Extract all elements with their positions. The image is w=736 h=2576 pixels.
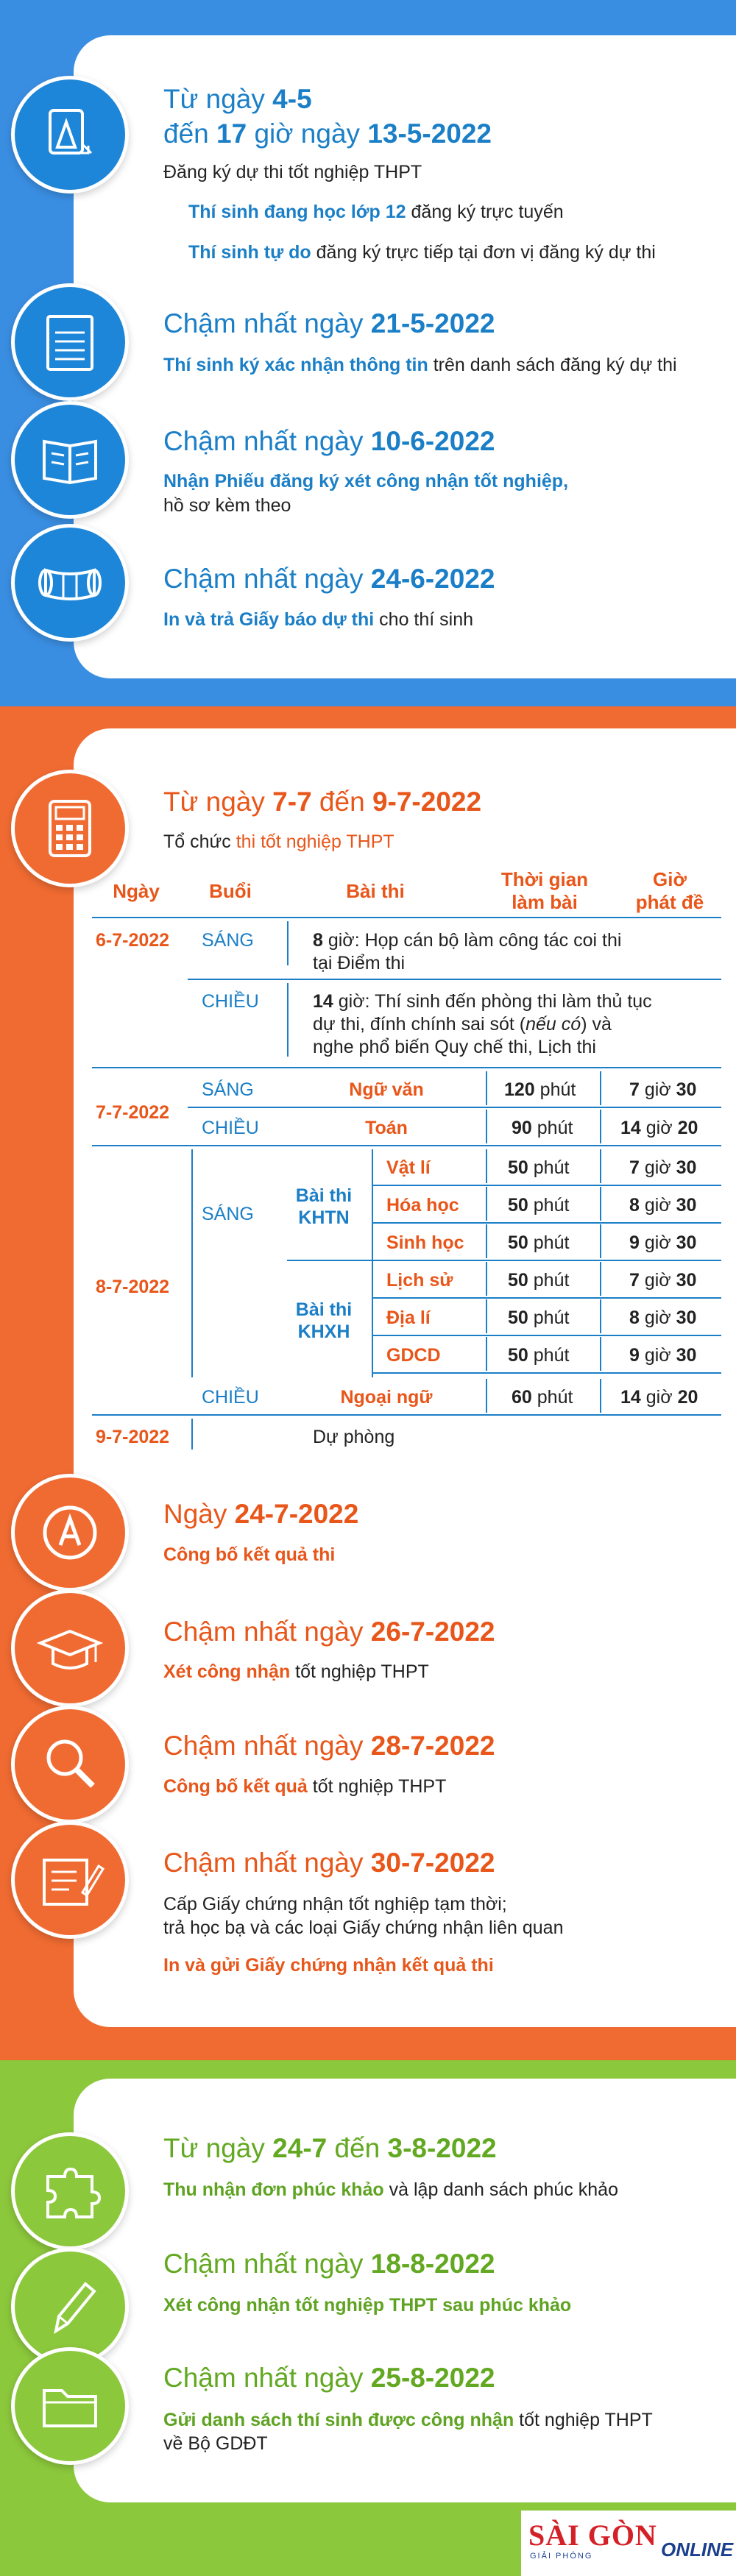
exam-subject: Lịch sử (386, 1270, 453, 1291)
exam-card (74, 728, 736, 2027)
grade-a-icon (11, 1474, 129, 1592)
recognition-heading: Chậm nhất ngày 26-7-2022 (163, 1617, 495, 1647)
subject-literature: Ngữ văn (349, 1079, 424, 1100)
table-divider (486, 1187, 487, 1221)
table-divider (600, 1262, 601, 1296)
step1-desc: Đăng ký dự thi tốt nghiệp THPT (163, 162, 422, 182)
document-pen-icon (11, 1821, 129, 1939)
step4-heading: Chậm nhất ngày 24-6-2022 (163, 564, 495, 594)
exam-duration: 50 phút (508, 1270, 570, 1291)
subject-foreign-language: Ngoại ngữ (340, 1387, 433, 1408)
certificate-heading: Chậm nhất ngày 30-7-2022 (163, 1848, 495, 1878)
recognition-desc: Xét công nhận tốt nghiệp THPT (163, 1661, 429, 1682)
task-procedure-2: dự thi, đính chính sai sót (nếu có) và (313, 1014, 612, 1035)
submit-list-desc2: về Bộ GDĐT (163, 2433, 268, 2454)
step3-desc: Nhận Phiếu đăng ký xét công nhận tốt nghiệp, (163, 471, 569, 492)
col-header-date: Ngày (113, 880, 160, 902)
table-divider (600, 1187, 601, 1221)
row-date-6-7: 6-7-2022 (96, 930, 170, 951)
review-heading: Từ ngày 24-7 đến 3-8-2022 (163, 2133, 497, 2163)
step1-heading-line2: đến 17 giờ ngày 13-5-2022 (163, 118, 492, 149)
exam-duration: 50 phút (508, 1232, 570, 1253)
session-morning: SÁNG (202, 1079, 254, 1100)
table-divider (600, 1224, 601, 1258)
submit-list-desc: Gửi danh sách thí sinh được công nhận tốt nghiệp THPT (163, 2410, 653, 2430)
review-recognition-desc: Xét công nhận tốt nghiệp THPT sau phúc khảo (163, 2295, 572, 2316)
calculator-icon (11, 770, 129, 887)
start-literature: 7 giờ 30 (629, 1079, 697, 1100)
group-khxh: Bài thi KHXH (295, 1299, 353, 1342)
exam-subtitle: Tổ chức thi tốt nghiệp THPT (163, 831, 394, 852)
exam-subject: Địa lí (386, 1307, 431, 1328)
review-desc: Thu nhận đơn phúc khảo và lập danh sách phúc khảo (163, 2179, 618, 2200)
session-afternoon: CHIỀU (202, 991, 259, 1012)
table-divider (486, 1149, 487, 1183)
exam-start-time: 8 giờ 30 (629, 1195, 697, 1216)
certificate-desc2: trả học bạ và các loại Giấy chứng nhận liên quan (163, 1917, 564, 1938)
col-header-subject: Bài thi (346, 880, 405, 902)
table-divider (372, 1372, 721, 1374)
task-procedure: 14 giờ: Thí sinh đến phòng thi làm thủ tục (313, 991, 652, 1012)
exam-duration: 50 phút (508, 1345, 570, 1366)
exam-duration: 50 phút (508, 1195, 570, 1216)
exam-subject: Sinh học (386, 1232, 464, 1253)
exam-start-time: 9 giờ 30 (629, 1232, 697, 1253)
exam-duration: 50 phút (508, 1157, 570, 1178)
announcement-desc: Công bố kết quả tốt nghiệp THPT (163, 1776, 447, 1797)
step3-desc2: hồ sơ kèm theo (163, 495, 291, 516)
exam-duration: 50 phút (508, 1307, 570, 1328)
table-divider (287, 1260, 721, 1261)
row-date-9-7: 9-7-2022 (96, 1427, 170, 1447)
exam-start-time: 8 giờ 30 (629, 1307, 697, 1328)
diploma-scroll-icon (11, 524, 129, 642)
step1-heading-line1: Từ ngày 4-5 (163, 84, 312, 114)
table-divider (600, 1337, 601, 1371)
col-header-start: Giờ phát đề (635, 868, 704, 913)
step2-heading: Chậm nhất ngày 21-5-2022 (163, 308, 495, 338)
table-divider (486, 1337, 487, 1371)
exam-subject: Vật lí (386, 1157, 431, 1178)
exam-subject: Hóa học (386, 1195, 459, 1216)
table-divider (372, 1185, 721, 1186)
col-header-duration: Thời gian làm bài (500, 868, 589, 913)
exam-heading: Từ ngày 7-7 đến 9-7-2022 (163, 787, 482, 817)
cursor-click-icon (11, 76, 129, 194)
sggp-online-logo: SÀI GÒN GIẢI PHÓNG ONLINE (521, 2511, 736, 2576)
table-divider (600, 1149, 601, 1183)
step1-desc-grade12: Thí sinh đang học lớp 12 đăng ký trực tuyến (188, 202, 564, 222)
exam-subject: GDCD (386, 1345, 441, 1366)
duration-math: 90 phút (512, 1118, 573, 1138)
graduation-cap-icon (11, 1589, 129, 1707)
announcement-heading: Chậm nhất ngày 28-7-2022 (163, 1731, 495, 1761)
step3-heading: Chậm nhất ngày 10-6-2022 (163, 426, 495, 456)
task-meeting: 8 giờ: Họp cán bộ làm công tác coi thi (313, 930, 622, 951)
table-divider (372, 1335, 721, 1336)
table-divider (372, 1297, 721, 1299)
duration-literature: 120 phút (504, 1079, 576, 1100)
session-morning: SÁNG (202, 930, 254, 951)
certificate-desc3: In và gửi Giấy chứng nhận kết quả thi (163, 1955, 494, 1976)
exam-start-time: 7 giờ 30 (629, 1157, 697, 1178)
session-afternoon: CHIỀU (202, 1118, 259, 1138)
col-header-session: Buổi (209, 880, 252, 902)
results-heading: Ngày 24-7-2022 (163, 1499, 359, 1529)
task-meeting-2: tại Điểm thi (313, 953, 406, 973)
book-icon (11, 401, 129, 519)
row-date-7-7: 7-7-2022 (96, 1102, 170, 1123)
session-morning: SÁNG (202, 1204, 254, 1224)
magnifier-icon (11, 1706, 129, 1823)
duration-foreign-language: 60 phút (512, 1387, 573, 1408)
folder-icon (11, 2347, 129, 2465)
checklist-icon (11, 283, 129, 401)
certificate-desc1: Cấp Giấy chứng nhận tốt nghiệp tạm thời; (163, 1894, 507, 1915)
results-desc: Công bố kết quả thi (163, 1544, 336, 1565)
review-recognition-heading: Chậm nhất ngày 18-8-2022 (163, 2249, 495, 2279)
table-divider (600, 1299, 601, 1333)
step4-desc: In và trả Giấy báo dự thi cho thí sinh (163, 609, 474, 630)
puzzle-icon (11, 2132, 129, 2250)
reserve-day: Dự phòng (313, 1427, 395, 1447)
group-khtn: Bài thi KHTN (295, 1185, 353, 1228)
exam-start-time: 9 giờ 30 (629, 1345, 697, 1366)
row-date-8-7: 8-7-2022 (96, 1277, 170, 1297)
submit-list-heading: Chậm nhất ngày 25-8-2022 (163, 2363, 495, 2393)
table-divider (486, 1299, 487, 1333)
step2-desc: Thí sinh ký xác nhận thông tin trên danh sách đăng ký dự thi (163, 355, 677, 375)
table-divider (486, 1224, 487, 1258)
session-afternoon: CHIỀU (202, 1387, 259, 1408)
step1-desc-free: Thí sinh tự do đăng ký trực tiếp tại đơn vị đăng ký dự thi (188, 242, 656, 263)
exam-start-time: 7 giờ 30 (629, 1270, 697, 1291)
start-foreign-language: 14 giờ 20 (620, 1387, 698, 1408)
task-procedure-3: nghe phổ biến Quy chế thi, Lịch thi (313, 1037, 596, 1057)
table-divider (372, 1222, 721, 1224)
table-divider (486, 1262, 487, 1296)
start-math: 14 giờ 20 (620, 1118, 698, 1138)
subject-math: Toán (365, 1118, 408, 1138)
